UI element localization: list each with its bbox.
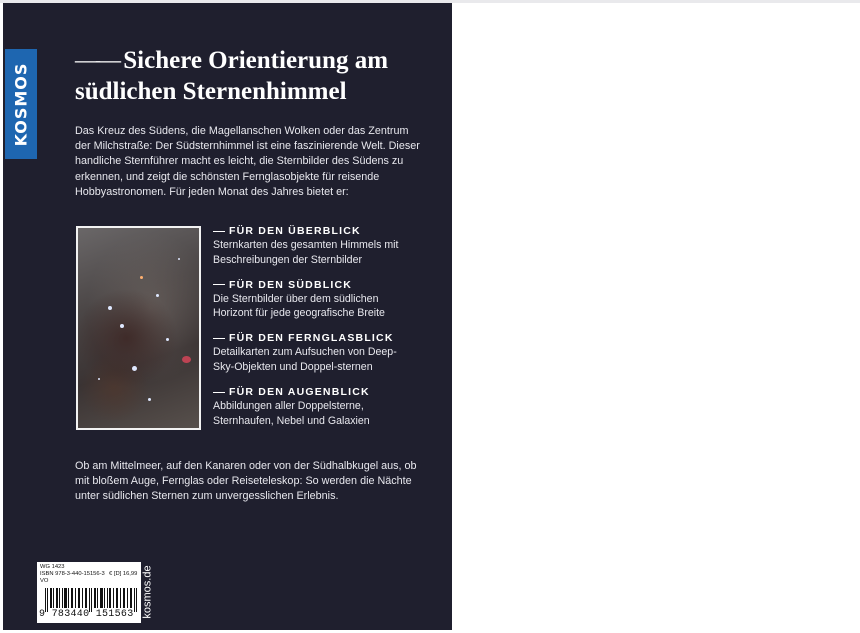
feature-text: Sternkarten des gesamten Himmels mit Beschreibungen der Sternbilder — [213, 239, 399, 266]
headline-line-1: —— Sichere Orientierung am — [75, 45, 435, 76]
feature-list — [213, 224, 413, 438]
star-icon — [166, 338, 169, 341]
vo-text: VO — [40, 578, 49, 584]
star-icon — [156, 294, 159, 297]
book-back-cover — [3, 3, 452, 630]
star-icon — [178, 258, 180, 260]
feature-text: Detailkarten zum Aufsuchen von Deep-Sky-Objekten und Doppel-sternen — [213, 346, 397, 373]
intro-paragraph: Das Kreuz des Südens, die Magellanschen Wolken oder das Zentrum der Milchstraße: Der Südsternhimmel ist eine faszinierende Welt. Dieser handliche Sternführer macht es leicht, die Sternbilder des Südens zu erkennen, und zeigt die schönsten Fernglasobjekte für reisende Hobbyastronomen. Für jeden Monat des Jahres bietet er: — [75, 125, 420, 198]
star-icon — [120, 324, 124, 328]
website-text: kosmos.de — [142, 565, 155, 619]
feature-item — [213, 278, 413, 322]
kosmos-logo — [5, 49, 37, 159]
nebula-icon — [182, 356, 191, 363]
star-icon — [98, 378, 100, 380]
feature-title: FÜR DEN SÜDBLICK — [213, 278, 413, 292]
feature-text: Abbildungen aller Doppelsterne, Sternhaufen, Nebel und Galaxien — [213, 399, 370, 427]
star-icon — [140, 276, 143, 279]
wg-number: WG 1423 — [40, 564, 65, 570]
feature-text: Die Sternbilder über dem südlichen Horizont für jede geografische Breite — [213, 292, 385, 320]
barcode-digits: 9 783440 151563 — [39, 609, 134, 620]
star-icon — [148, 398, 151, 401]
headline — [75, 45, 435, 107]
feature-title: FÜR DEN FERNGLASBLICK — [213, 331, 413, 345]
price-text: € [D] 16,99 — [109, 571, 138, 577]
headline-line-2: südlichen Sternenhimmel — [75, 78, 347, 105]
feature-item — [213, 224, 413, 268]
feature-item — [213, 331, 413, 375]
feature-title: FÜR DEN AUGENBLICK — [213, 385, 413, 399]
star-icon — [132, 366, 137, 371]
southern-sky-photo — [76, 226, 201, 430]
star-icon — [108, 306, 112, 310]
feature-item — [213, 385, 413, 429]
logo-text: KOSMOS — [11, 62, 31, 146]
outro-paragraph: Ob am Mittelmeer, auf den Kanaren oder von der Südhalbkugel aus, ob mit bloßem Auge, Fernglas oder Reiseteleskop: So werden die Nächte unter südlichen Sternen zum unvergesslichen Erlebnis. — [75, 460, 417, 503]
feature-title: FÜR DEN ÜBERBLICK — [213, 224, 413, 238]
isbn-text: ISBN 978-3-440-15156-3 — [40, 571, 105, 577]
website-label — [141, 557, 155, 627]
barcode-label — [37, 562, 141, 623]
